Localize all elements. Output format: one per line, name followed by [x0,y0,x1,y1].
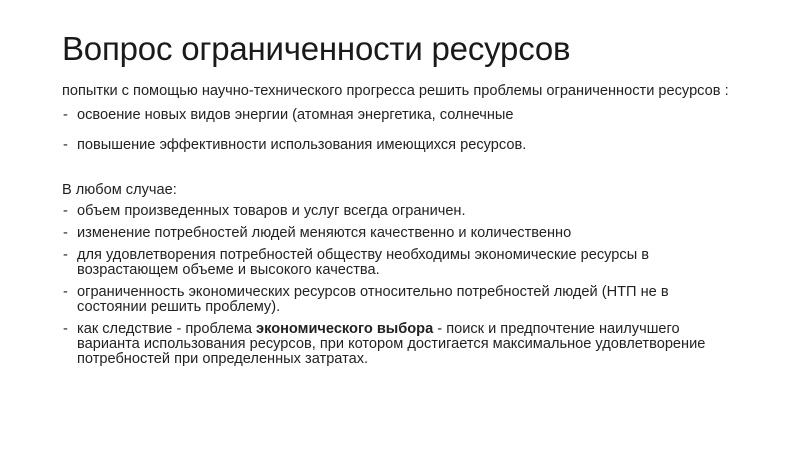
intro-text: попытки с помощью научно-технического прогресса решить проблемы ограниченности ресурсов : [62,83,729,99]
slide-title: Вопрос ограниченности ресурсов [62,30,571,67]
choice-bold-term: экономического выбора [256,321,434,337]
choice-text-after: - поиск и предпочтение наилучшего варианта использования ресурсов, при котором достигается максимальное удовлетворение потребностей при определенных затратах. [77,321,706,367]
slide-body [62,84,742,367]
choice-text-before: как следствие - проблема [77,321,257,337]
list-item-choice [62,322,742,367]
list-item: - объем произведенных товаров и услуг всегда ограничен. [62,204,742,219]
section-heading: В любом случае: [62,182,177,198]
list-item: - освоение новых видов энергии (атомная энергетика, солнечные [62,108,742,123]
list-item: - повышение эффективности использования имеющихся ресурсов. [62,138,742,153]
energy-list [62,108,742,153]
list-item: - ограниченность экономических ресурсов относительно потребностей людей (НТП не в состоянии решить проблему). [62,285,742,315]
conclusions-list [62,204,742,367]
list-item: - изменение потребностей людей меняются качественно и количественно [62,226,742,241]
list-item: - для удовлетворения потребностей обществу необходимы экономические ресурсы в возрастающем объеме и высокого качества. [62,248,742,278]
